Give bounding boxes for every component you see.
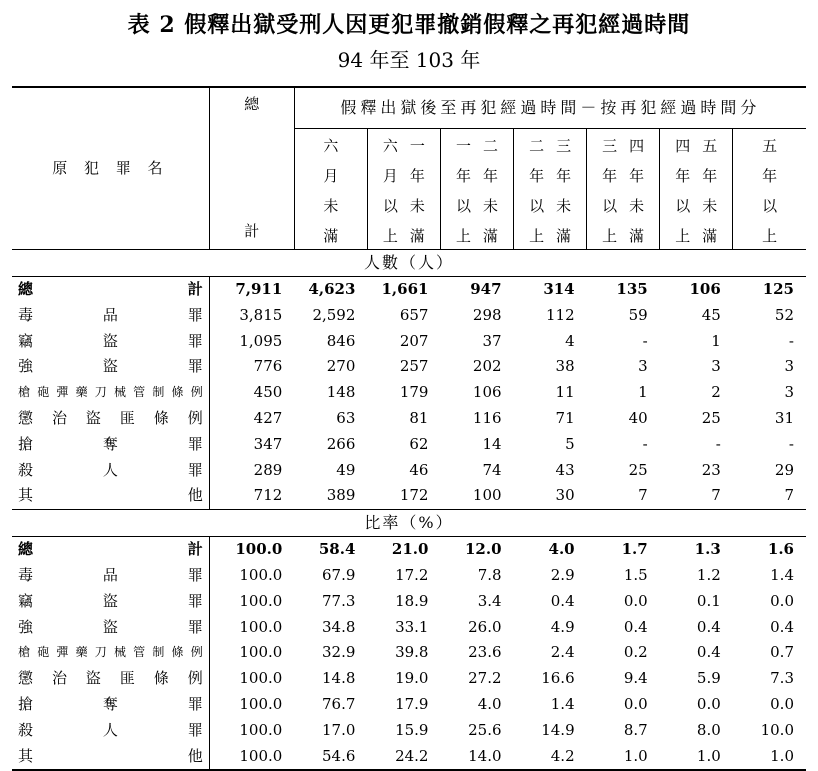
offense-name-char: 罪 [187, 591, 203, 610]
offense-name-char: 例 [187, 408, 203, 427]
period-header-5 [660, 129, 733, 250]
period-header-line: 一二 [456, 137, 511, 155]
period-value-cell: 23 [701, 460, 721, 479]
period-header-line: 上滿 [456, 227, 511, 245]
table-row [12, 458, 806, 484]
total-value-cell: 100.0 [209, 692, 294, 718]
period-value-cell: 125 [762, 280, 794, 298]
period-header-0 [294, 129, 367, 250]
period-header-line: 二三 [529, 137, 584, 155]
period-header-line: 年 [762, 167, 778, 185]
period-value-cell: 3.4 [477, 591, 502, 610]
offense-name-char: 人 [102, 720, 118, 739]
period-value-cell: 5 [565, 434, 575, 453]
period-value-cell: 25 [628, 460, 648, 479]
period-header-line: 月年 [382, 167, 437, 185]
offense-name-char: 毒 [18, 565, 34, 584]
offense-name-char: 罪 [187, 617, 203, 636]
period-value-cell: 27.2 [468, 669, 502, 688]
offense-name-char: 計 [187, 280, 203, 298]
period-value-cell: 202 [472, 357, 502, 376]
period-value-cell: 1.0 [660, 744, 733, 771]
table-row [12, 589, 806, 615]
period-header-1 [367, 129, 440, 250]
offense-name-char: 匪 [119, 408, 135, 427]
period-value-cell: - [788, 434, 794, 453]
offense-name-char: 罪 [187, 331, 203, 350]
period-value-cell: 3 [638, 357, 648, 376]
total-value-cell: 427 [209, 406, 294, 432]
period-value-cell: 0.2 [623, 643, 648, 662]
total-value-cell: 100.0 [209, 718, 294, 744]
offense-name-cell [12, 640, 209, 666]
period-value-cell: 7 [711, 486, 721, 505]
table-body [12, 250, 806, 771]
period-value-cell: 62 [409, 434, 429, 453]
period-header-line: 滿 [323, 227, 339, 245]
period-value-cell: 1.4 [770, 565, 794, 584]
period-value-cell: 179 [399, 383, 429, 402]
period-value-cell: 30 [555, 486, 575, 505]
period-value-cell: 1.5 [623, 565, 648, 584]
period-value-cell: 63 [336, 408, 356, 427]
period-value-cell: 1 [638, 383, 648, 402]
offense-name-char: 計 [187, 540, 203, 559]
table-row [12, 640, 806, 666]
total-value-cell: 1,095 [209, 329, 294, 355]
period-value-cell: 25.6 [468, 720, 502, 739]
period-value-cell: 0.0 [770, 591, 794, 610]
period-value-cell: 3 [711, 357, 721, 376]
period-value-cell: 31 [774, 408, 794, 427]
period-header-line: 以未 [602, 197, 657, 215]
offense-name-char: 條 [171, 385, 184, 400]
offense-name-char: 治 [51, 669, 67, 688]
period-value-cell: 0.0 [696, 694, 721, 713]
period-value-cell: 15.9 [395, 720, 429, 739]
table-row [12, 666, 806, 692]
offense-name-char: 奪 [102, 434, 118, 453]
period-value-cell: 12.0 [465, 540, 502, 559]
offense-name-char: 砲 [37, 645, 50, 660]
period-header-6 [733, 129, 806, 250]
table-row [12, 277, 806, 303]
offense-name-cell [12, 692, 209, 718]
period-value-cell: 43 [555, 460, 575, 479]
period-value-cell: 4.2 [514, 744, 587, 771]
offense-name-char: 奪 [102, 694, 118, 713]
total-value-cell: 450 [209, 380, 294, 406]
period-value-cell: 4.0 [477, 694, 502, 713]
period-header-line: 年年 [456, 167, 511, 185]
period-value-cell: 4,623 [308, 280, 356, 298]
period-header-line: 三四 [602, 137, 657, 155]
section-label: 比率（%） [12, 510, 806, 537]
total-header-top: 總 [244, 95, 260, 113]
offense-name-char: 彈 [56, 385, 69, 400]
offense-name-char: 懲 [18, 408, 34, 427]
period-value-cell: 2.4 [550, 643, 575, 662]
period-value-cell: 1.3 [694, 540, 721, 559]
period-value-cell: 45 [701, 305, 721, 324]
period-value-cell: 0.4 [696, 643, 721, 662]
period-value-cell: - [788, 331, 794, 350]
total-value-cell: 100.0 [209, 744, 294, 771]
offense-name-char: 例 [190, 645, 203, 660]
offense-name-cell [12, 483, 209, 509]
section-header-row [12, 250, 806, 277]
offense-name-cell [12, 406, 209, 432]
total-value-cell: 712 [209, 483, 294, 509]
period-value-cell: 1.2 [696, 565, 721, 584]
period-header-line: 以 [762, 197, 778, 215]
offense-name-char: 盜 [85, 669, 101, 688]
period-value-cell: 0.7 [770, 643, 794, 662]
period-value-cell: 67.9 [321, 565, 356, 584]
offense-name-char: 盜 [102, 617, 118, 636]
period-value-cell: 5.9 [696, 669, 721, 688]
period-value-cell: 116 [472, 408, 502, 427]
period-value-cell: 135 [616, 280, 648, 298]
period-value-cell: 18.9 [395, 591, 429, 610]
period-value-cell: 38 [555, 357, 575, 376]
offense-name-char: 管 [133, 385, 146, 400]
period-value-cell: 1 [711, 331, 721, 350]
period-value-cell: 14 [482, 434, 502, 453]
document-title: 表 2 假釋出獄受刑人因更犯罪撤銷假釋之再犯經過時間 [127, 12, 691, 38]
period-header-line: 年年 [602, 167, 657, 185]
period-value-cell: 0.4 [550, 591, 575, 610]
table-row [12, 615, 806, 641]
section-label: 人數（人） [12, 250, 806, 277]
period-value-cell: 8.0 [696, 720, 721, 739]
period-value-cell: 76.7 [321, 694, 356, 713]
offense-name-char: 匪 [119, 669, 135, 688]
period-value-cell: 33.1 [395, 617, 429, 636]
offense-name-char: 槍 [18, 385, 31, 400]
period-header-line: 上滿 [529, 227, 584, 245]
period-value-cell: 148 [326, 383, 356, 402]
offense-name-char: 總 [18, 540, 34, 559]
period-value-cell: 0.0 [623, 694, 648, 713]
offense-name-char: 制 [152, 645, 165, 660]
offense-name-char: 罪 [187, 305, 203, 324]
period-header-line: 年年 [675, 167, 730, 185]
period-value-cell: 4 [565, 331, 575, 350]
offense-name-cell [12, 354, 209, 380]
period-header-line: 六 [323, 137, 339, 155]
offense-name-char: 條 [171, 645, 184, 660]
offense-name-char: 盜 [85, 408, 101, 427]
offense-name-char: 竊 [18, 591, 34, 610]
offense-name-char: 罪 [187, 460, 203, 479]
offense-name-char: 其 [18, 746, 34, 765]
period-value-cell: 77.3 [321, 591, 356, 610]
period-value-cell: 106 [472, 383, 502, 402]
offense-name-char: 治 [51, 408, 67, 427]
total-value-cell: 776 [209, 354, 294, 380]
period-value-cell: 947 [470, 280, 502, 298]
offense-name-cell [12, 718, 209, 744]
period-header-line: 以未 [382, 197, 437, 215]
period-header-line: 年年 [529, 167, 584, 185]
offense-name-char: 毒 [18, 305, 34, 324]
row-label-header-text: 原 犯 罪 名 [52, 158, 169, 177]
period-header-line: 六一 [382, 137, 437, 155]
period-value-cell: 2.9 [550, 565, 575, 584]
offense-name-char: 藥 [75, 645, 88, 660]
period-value-cell: 14.0 [440, 744, 513, 771]
period-value-cell: 46 [409, 460, 429, 479]
offense-name-cell [12, 589, 209, 615]
period-header-line: 以未 [675, 197, 730, 215]
period-value-cell: 11 [555, 383, 575, 402]
offense-name-cell [12, 563, 209, 589]
table-row [12, 329, 806, 355]
period-header-line: 上滿 [675, 227, 730, 245]
offense-name-char: 他 [187, 486, 203, 505]
period-value-cell: 7 [638, 486, 648, 505]
offense-name-char: 殺 [18, 720, 34, 739]
period-value-cell: 25 [701, 408, 721, 427]
statistics-table [12, 86, 806, 771]
period-header-line: 以未 [456, 197, 511, 215]
period-value-cell: 26.0 [468, 617, 502, 636]
period-header-line: 上滿 [602, 227, 657, 245]
period-value-cell: 0.0 [623, 591, 648, 610]
total-header [209, 87, 294, 250]
offense-name-char: 例 [190, 385, 203, 400]
offense-name-char: 罪 [187, 434, 203, 453]
period-value-cell: 7.8 [477, 565, 502, 584]
offense-name-char: 強 [18, 357, 34, 376]
table-row [12, 692, 806, 718]
period-value-cell: 9.4 [623, 669, 648, 688]
table-row [12, 303, 806, 329]
period-value-cell: 81 [409, 408, 429, 427]
period-value-cell: 8.7 [623, 720, 648, 739]
total-value-cell: 100.0 [209, 615, 294, 641]
period-value-cell: 112 [545, 305, 575, 324]
period-value-cell: 58.4 [318, 540, 356, 559]
period-value-cell: 34.8 [321, 617, 356, 636]
total-value-cell: 100.0 [209, 640, 294, 666]
period-header-line: 上 [762, 227, 778, 245]
period-value-cell: 17.0 [321, 720, 356, 739]
offense-name-char: 藥 [75, 385, 88, 400]
offense-name-char: 彈 [56, 645, 69, 660]
offense-name-cell [12, 303, 209, 329]
period-value-cell: 14.9 [541, 720, 575, 739]
period-value-cell: - [715, 434, 721, 453]
period-value-cell: 71 [555, 408, 575, 427]
period-value-cell: 17.9 [395, 694, 429, 713]
period-value-cell: 172 [399, 486, 429, 505]
table-row [12, 483, 806, 509]
offense-name-cell [12, 277, 209, 303]
period-value-cell: 37 [482, 331, 502, 350]
offense-name-char: 砲 [37, 385, 50, 400]
period-value-cell: 23.6 [468, 643, 502, 662]
period-value-cell: 0.1 [696, 591, 721, 610]
period-value-cell: 59 [628, 305, 648, 324]
period-value-cell: 19.0 [395, 669, 429, 688]
offense-name-char: 械 [113, 645, 126, 660]
offense-name-cell [12, 380, 209, 406]
period-value-cell: 257 [399, 357, 429, 376]
table-row [12, 432, 806, 458]
period-value-cell: 10.0 [760, 720, 794, 739]
document-subtitle: 94 年至 103 年 [337, 48, 481, 72]
period-header-line: 五 [762, 137, 778, 155]
total-value-cell: 100.0 [209, 666, 294, 692]
period-value-cell: 0.0 [770, 694, 794, 713]
offense-name-char: 條 [153, 408, 169, 427]
table-row [12, 406, 806, 432]
offense-name-char: 他 [187, 746, 203, 765]
row-label-header [12, 87, 209, 250]
offense-name-char: 制 [152, 385, 165, 400]
offense-name-char: 殺 [18, 460, 34, 479]
offense-name-char: 品 [102, 565, 118, 584]
period-value-cell: 314 [543, 280, 575, 298]
offense-name-char: 刀 [94, 385, 107, 400]
period-value-cell: 39.8 [395, 643, 429, 662]
offense-name-char: 罪 [187, 694, 203, 713]
period-value-cell: 1.4 [550, 694, 575, 713]
offense-name-char: 懲 [18, 669, 34, 688]
offense-name-char: 強 [18, 617, 34, 636]
total-value-cell: 100.0 [209, 589, 294, 615]
period-value-cell: 21.0 [391, 540, 429, 559]
period-header-line: 四五 [675, 137, 730, 155]
offense-name-char: 盜 [102, 331, 118, 350]
period-group-header: 假釋出獄後至再犯經過時間－按再犯經過時間分 [294, 87, 806, 129]
offense-name-char: 罪 [187, 565, 203, 584]
period-value-cell: 52 [774, 305, 794, 324]
period-value-cell: - [642, 434, 648, 453]
offense-name-char: 品 [102, 305, 118, 324]
table-row [12, 563, 806, 589]
period-value-cell: 846 [326, 331, 356, 350]
period-value-cell: 1.7 [621, 540, 648, 559]
period-value-cell: 657 [399, 305, 429, 324]
offense-name-char: 竊 [18, 331, 34, 350]
offense-name-cell [12, 537, 209, 563]
period-value-cell: 3 [784, 357, 794, 376]
offense-name-char: 刀 [94, 645, 107, 660]
period-value-cell: 270 [326, 357, 356, 376]
period-value-cell: 0.4 [696, 617, 721, 636]
period-value-cell: 32.9 [321, 643, 356, 662]
period-value-cell: 0.4 [770, 617, 794, 636]
offense-name-char: 其 [18, 486, 34, 505]
total-value-cell: 347 [209, 432, 294, 458]
period-value-cell: 29 [774, 460, 794, 479]
period-header-line: 未 [323, 197, 339, 215]
period-value-cell: 2,592 [312, 305, 356, 324]
period-header-4 [587, 129, 660, 250]
table-row [12, 380, 806, 406]
period-value-cell: 14.8 [321, 669, 356, 688]
period-value-cell: 1.0 [587, 744, 660, 771]
period-value-cell: 16.6 [541, 669, 575, 688]
total-value-cell: 100.0 [209, 537, 294, 563]
period-value-cell: 7 [784, 486, 794, 505]
total-value-cell: 7,911 [209, 277, 294, 303]
period-value-cell: 1,661 [381, 280, 429, 298]
section-header-row [12, 510, 806, 537]
offense-name-cell [12, 615, 209, 641]
offense-name-char: 條 [153, 669, 169, 688]
offense-name-char: 罪 [187, 720, 203, 739]
period-header-2 [440, 129, 513, 250]
offense-name-char: 罪 [187, 357, 203, 376]
table-row [12, 354, 806, 380]
period-value-cell: 4.9 [550, 617, 575, 636]
offense-name-char: 搶 [18, 694, 34, 713]
total-value-cell: 289 [209, 458, 294, 484]
total-value-cell: 100.0 [209, 563, 294, 589]
offense-name-char: 槍 [18, 645, 31, 660]
offense-name-char: 總 [18, 280, 34, 298]
offense-name-char: 械 [113, 385, 126, 400]
period-value-cell: 7.3 [770, 669, 794, 688]
period-value-cell: 74 [482, 460, 502, 479]
offense-name-char: 例 [187, 669, 203, 688]
period-value-cell: 49 [336, 460, 356, 479]
table-row [12, 718, 806, 744]
offense-name-cell [12, 329, 209, 355]
offense-name-cell [12, 744, 209, 771]
period-value-cell: 389 [326, 486, 356, 505]
offense-name-char: 盜 [102, 357, 118, 376]
offense-name-char: 搶 [18, 434, 34, 453]
period-value-cell: 4.0 [548, 540, 575, 559]
period-value-cell: 106 [689, 280, 721, 298]
total-header-bottom: 計 [244, 222, 260, 241]
period-value-cell: 0.4 [623, 617, 648, 636]
period-header-line: 月 [323, 167, 339, 185]
period-value-cell: 298 [472, 305, 502, 324]
offense-name-char: 盜 [102, 591, 118, 610]
period-header-3 [514, 129, 587, 250]
offense-name-char: 管 [133, 645, 146, 660]
period-value-cell: 3 [784, 383, 794, 402]
offense-name-cell [12, 432, 209, 458]
period-value-cell: 1.6 [767, 540, 794, 559]
offense-name-char: 人 [102, 460, 118, 479]
period-header-line: 上滿 [382, 227, 437, 245]
offense-name-cell [12, 666, 209, 692]
period-value-cell: 24.2 [367, 744, 440, 771]
total-value-cell: 3,815 [209, 303, 294, 329]
period-value-cell: 266 [326, 434, 356, 453]
table-row [12, 744, 806, 771]
period-value-cell: 100 [472, 486, 502, 505]
period-value-cell: - [642, 331, 648, 350]
period-value-cell: 54.6 [294, 744, 367, 771]
period-value-cell: 1.0 [733, 744, 806, 771]
offense-name-cell [12, 458, 209, 484]
period-value-cell: 2 [711, 383, 721, 402]
period-value-cell: 40 [628, 408, 648, 427]
period-header-line: 以未 [529, 197, 584, 215]
period-value-cell: 17.2 [395, 565, 429, 584]
table-row [12, 537, 806, 563]
period-value-cell: 207 [399, 331, 429, 350]
